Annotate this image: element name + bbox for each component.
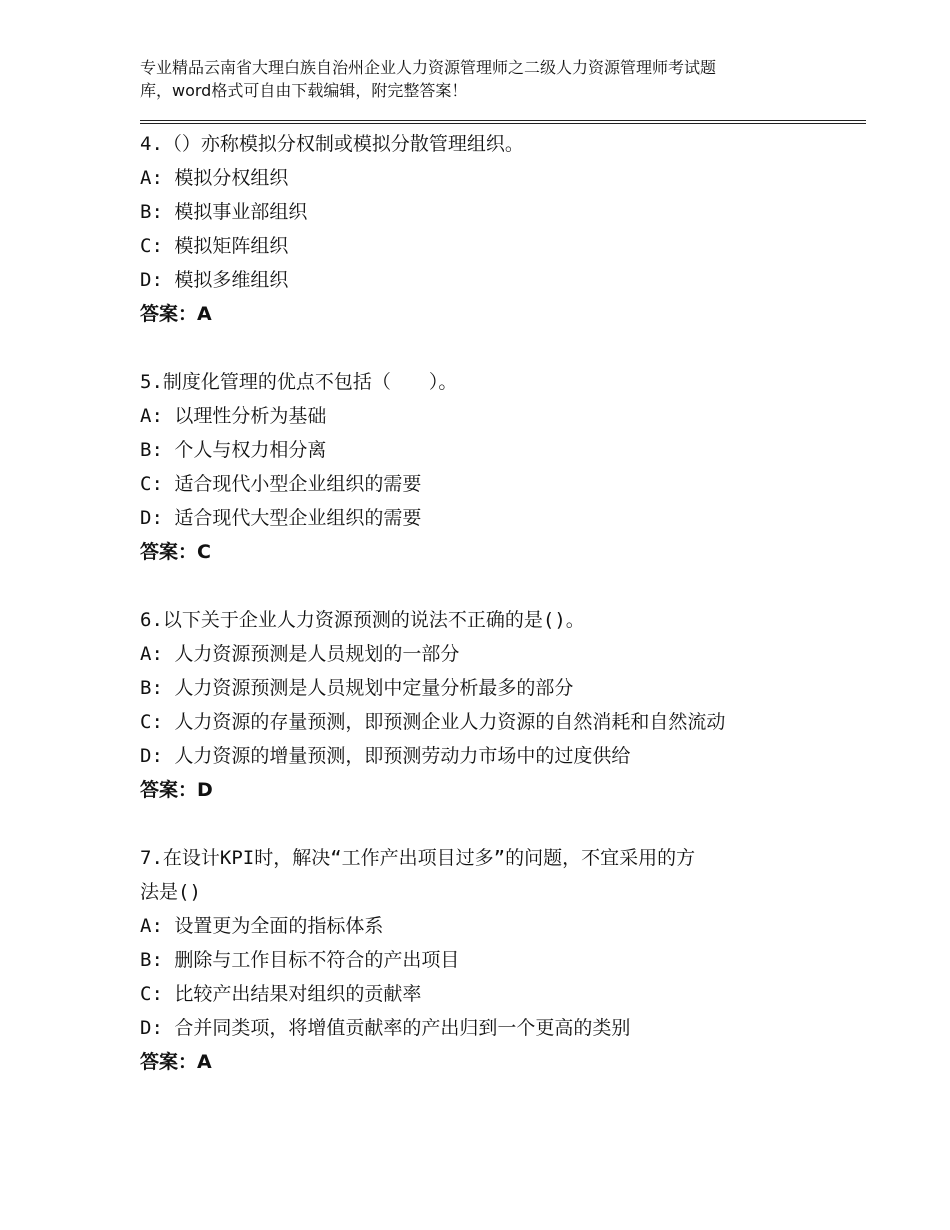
question-4 [140, 127, 840, 331]
question-stem-line-1: 7.在设计KPI时，解决“工作产出项目过多”的问题，不宜采用的方 [140, 847, 696, 869]
question-stem: 5.制度化管理的优点不包括（ ）。 [140, 371, 458, 393]
option-b: B: 模拟事业部组织 [140, 201, 308, 223]
option-b: B: 个人与权力相分离 [140, 439, 327, 461]
option-d: D: 适合现代大型企业组织的需要 [140, 507, 422, 529]
question-list [140, 127, 840, 1113]
header-title-line-1: 专业精品云南省大理白族自治州企业人力资源管理师之二级人力资源管理师考试题 [140, 58, 717, 77]
question-7 [140, 841, 840, 1079]
document-header [140, 56, 830, 102]
answer-line: 答案：D [140, 779, 213, 801]
header-rule-bottom [140, 123, 866, 124]
answer-line: 答案：C [140, 541, 211, 563]
question-5 [140, 365, 840, 569]
header-title-line-2: 库，word格式可自由下载编辑，附完整答案！ [140, 81, 468, 100]
answer-line: 答案：A [140, 1051, 212, 1073]
question-stem: 4.（）亦称模拟分权制或模拟分散管理组织。 [140, 133, 524, 155]
option-a: A: 人力资源预测是人员规划的一部分 [140, 643, 460, 665]
header-rule-top [140, 120, 866, 121]
option-d: D: 合并同类项，将增值贡献率的产出归到一个更高的类别 [140, 1017, 631, 1039]
option-d: D: 模拟多维组织 [140, 269, 289, 291]
option-b: B: 人力资源预测是人员规划中定量分析最多的部分 [140, 677, 574, 699]
option-a: A: 以理性分析为基础 [140, 405, 327, 427]
answer-line: 答案：A [140, 303, 212, 325]
question-6 [140, 603, 840, 807]
option-d: D: 人力资源的增量预测，即预测劳动力市场中的过度供给 [140, 745, 631, 767]
option-c: C: 人力资源的存量预测，即预测企业人力资源的自然消耗和自然流动 [140, 711, 726, 733]
option-c: C: 适合现代小型企业组织的需要 [140, 473, 422, 495]
option-a: A: 设置更为全面的指标体系 [140, 915, 384, 937]
option-a: A: 模拟分权组织 [140, 167, 289, 189]
question-stem: 6.以下关于企业人力资源预测的说法不正确的是()。 [140, 609, 585, 631]
option-c: C: 比较产出结果对组织的贡献率 [140, 983, 422, 1005]
option-c: C: 模拟矩阵组织 [140, 235, 289, 257]
question-stem-line-2: 法是() [140, 881, 201, 903]
option-b: B: 删除与工作目标不符合的产出项目 [140, 949, 460, 971]
